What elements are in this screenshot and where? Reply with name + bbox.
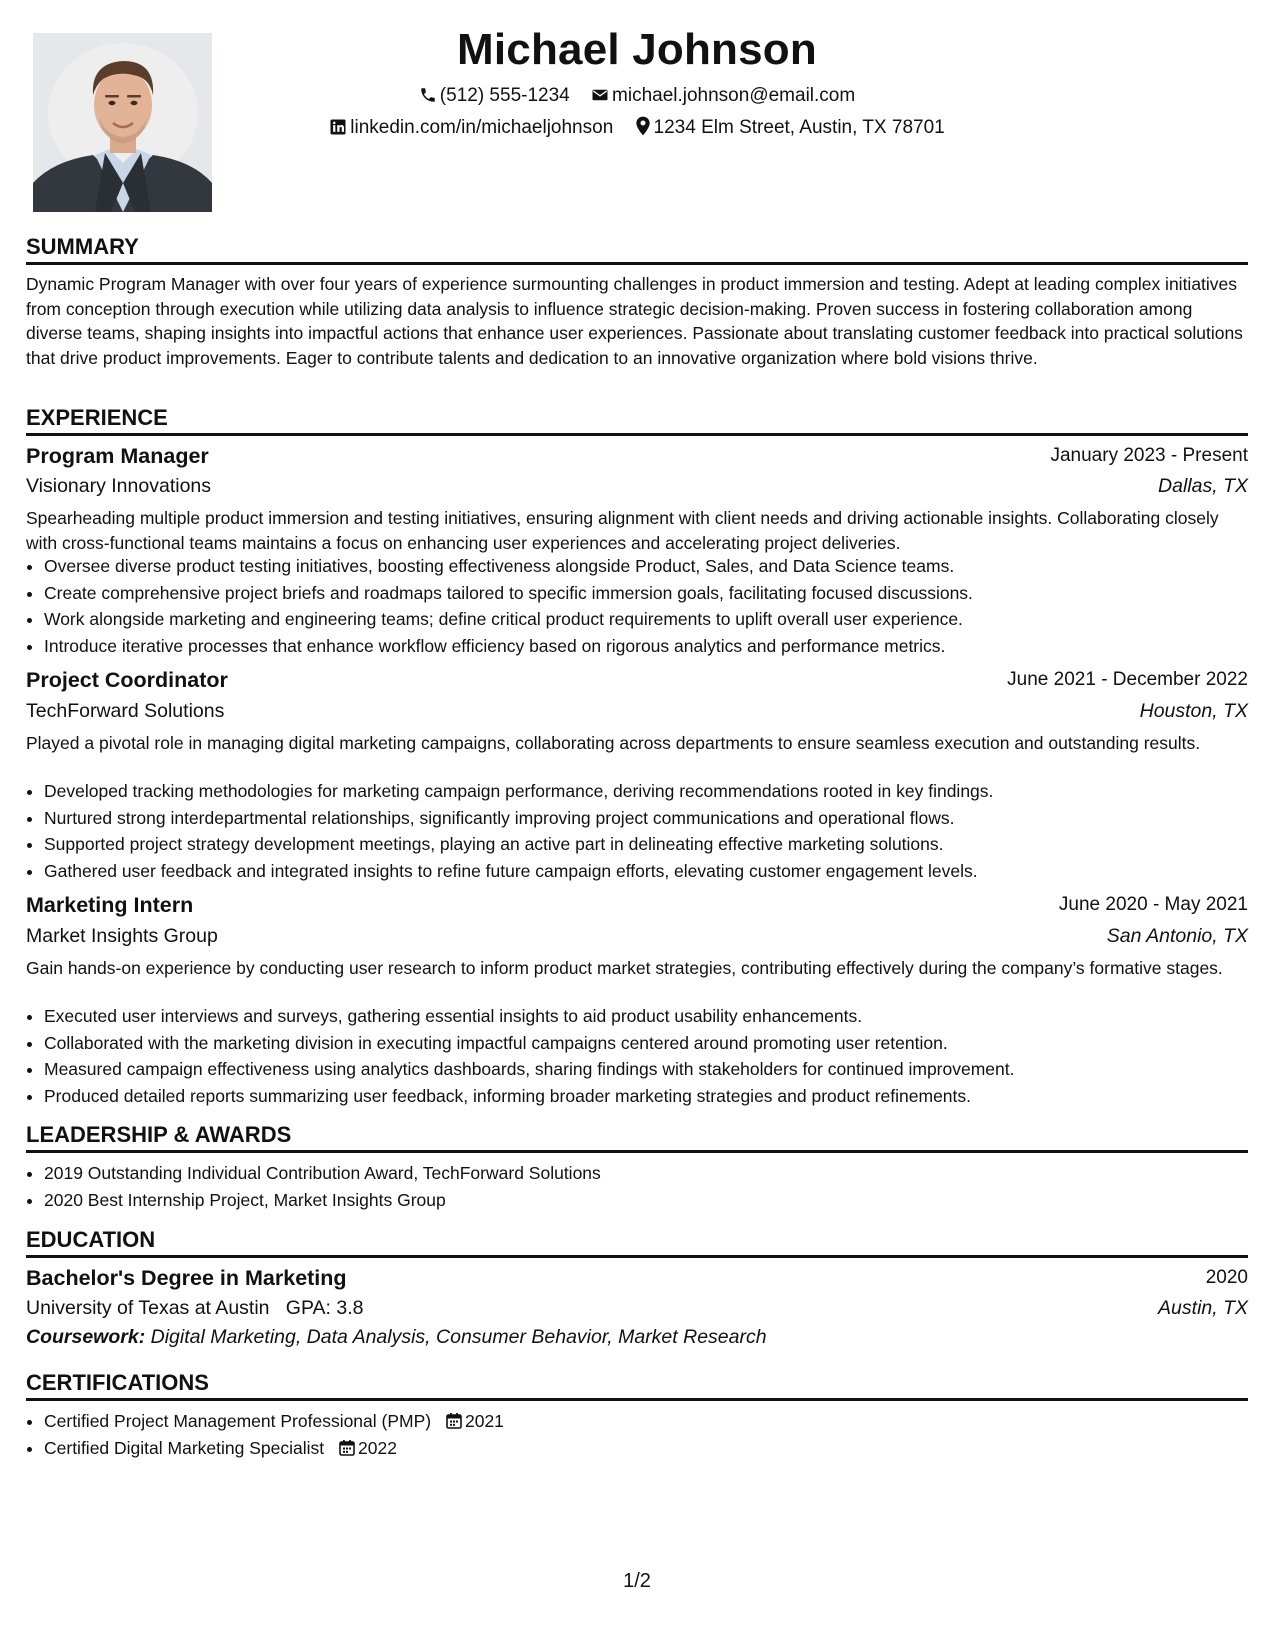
resume-page	[26, 0, 1248, 1650]
education-heading: EDUCATION	[26, 1226, 1248, 1258]
phone-number: (512) 555-1234	[439, 85, 570, 106]
leadership-list	[26, 1160, 1248, 1213]
job-company: TechForward Solutions	[26, 700, 225, 722]
list-item	[44, 1408, 1248, 1435]
certifications-list	[26, 1408, 1248, 1461]
email-contact[interactable]	[591, 80, 855, 112]
job-location: Houston, TX	[1139, 700, 1248, 722]
cert-name: Certified Project Management Professional (PMP)	[44, 1411, 432, 1431]
job-company: Visionary Innovations	[26, 475, 212, 497]
list-item: • Developed tracking methodologies for marketing campaign performance, deriving recommendations rooted in key findings.	[44, 778, 1248, 805]
summary-heading: SUMMARY	[26, 233, 1248, 265]
summary-text: Dynamic Program Manager with over four years of experience surmounting challenges in product immersion and testing. Adept at leading complex initiatives from conception through execution while utilizing data analysis to influence strategic decision-making. Proven success in fostering collaboration among diverse teams, shaping insights into impactful actions that enhance user experiences. Passionate about translating customer feedback into practical solutions that drive product improvements. Eager to contribute talents and dedication to an innovative organization where bold visions thrive.	[26, 274, 1243, 368]
list-item: • Nurtured strong interdepartmental relationships, significantly improving project communications and operational flows.	[44, 805, 1248, 832]
list-item	[44, 1435, 1248, 1462]
linkedin-url: linkedin.com/in/michaeljohnson	[350, 117, 614, 138]
contact-row-2	[26, 112, 1248, 144]
list-item: • 2019 Outstanding Individual Contribution Award, TechForward Solutions	[44, 1160, 1248, 1187]
resume-header	[26, 20, 1248, 144]
list-item: • Supported project strategy development meetings, playing an active part in delineating effective marketing solutions.	[44, 831, 1248, 858]
list-item: • Create comprehensive project briefs and roadmaps tailored to specific immersion goals, facilitating focused discussions.	[44, 580, 1248, 607]
job-title: Program Manager	[26, 444, 209, 468]
contact-row-1	[26, 80, 1248, 112]
envelope-icon	[591, 86, 609, 104]
linkedin-icon	[329, 118, 347, 136]
list-item: • Work alongside marketing and engineering teams; define critical product requirements to uplift overall user experience.	[44, 606, 1248, 633]
school-location: Austin, TX	[1158, 1297, 1248, 1319]
degree-title: Bachelor's Degree in Marketing	[26, 1266, 347, 1290]
coursework-label: Coursework:	[26, 1326, 146, 1348]
list-item: • Collaborated with the marketing division in executing impactful campaigns centered around promoting user retention.	[44, 1030, 1248, 1057]
job-dates: June 2021 - December 2022	[1007, 669, 1248, 690]
page-number: 1/2	[623, 1570, 651, 1592]
street-address: 1234 Elm Street, Austin, TX 78701	[653, 117, 945, 138]
cert-name: Certified Digital Marketing Specialist	[44, 1437, 325, 1458]
job-dates: January 2023 - Present	[1050, 445, 1248, 466]
job-bullets	[26, 778, 1248, 884]
cert-year: 2022	[358, 1437, 397, 1458]
list-item: • Oversee diverse product testing initiatives, boosting effectiveness alongside Product, Sales, and Data Science teams.	[44, 553, 1248, 580]
job-description: Gain hands-on experience by conducting user research to inform product market strategies, contributing effectively during the company’s formative stages.	[26, 958, 1223, 978]
list-item: • Executed user interviews and surveys, gathering essential insights to aid product usability enhancements.	[44, 1003, 1248, 1030]
list-item: • 2020 Best Internship Project, Market Insights Group	[44, 1187, 1248, 1214]
job-bullets	[26, 553, 1248, 659]
email-address: michael.johnson@email.com	[612, 85, 856, 106]
gpa: GPA: 3.8	[285, 1297, 364, 1319]
phone-icon	[419, 86, 437, 104]
candidate-name: Michael Johnson	[457, 25, 817, 74]
school-name: University of Texas at Austin	[26, 1297, 270, 1319]
job-location: Dallas, TX	[1158, 475, 1248, 497]
list-item: • Gathered user feedback and integrated insights to refine future campaign efforts, elevating customer engagement levels.	[44, 858, 1248, 885]
coursework-line	[26, 1323, 767, 1351]
address-contact	[635, 112, 945, 144]
list-item: • Produced detailed reports summarizing user feedback, informing broader marketing strategies and product refinements.	[44, 1083, 1248, 1110]
list-item: • Measured campaign effectiveness using analytics dashboards, sharing findings with stakeholders for continued improvement.	[44, 1056, 1248, 1083]
experience-heading: EXPERIENCE	[26, 404, 1248, 436]
job-title: Project Coordinator	[26, 668, 228, 692]
cert-year: 2021	[464, 1411, 504, 1431]
certifications-heading: CERTIFICATIONS	[26, 1369, 1248, 1401]
coursework-list: Digital Marketing, Data Analysis, Consumer Behavior, Market Research	[150, 1326, 767, 1348]
job-bullets	[26, 1003, 1248, 1109]
calendar-icon	[446, 1412, 462, 1429]
job-description: Spearheading multiple product immersion and testing initiatives, ensuring alignment with client needs and driving actionable insights. Collaborating closely with cross-functional teams maintains a focus on enhancing user experiences and accelerating project deliveries.	[26, 508, 1219, 553]
job-location: San Antonio, TX	[1106, 925, 1248, 947]
map-pin-icon	[635, 116, 651, 136]
list-item: • Introduce iterative processes that enhance workflow efficiency based on rigorous analytics and performance metrics.	[44, 633, 1248, 660]
school-line	[26, 1294, 363, 1322]
job-description: Played a pivotal role in managing digital marketing campaigns, collaborating across departments to ensure seamless execution and outstanding results.	[26, 733, 1201, 753]
calendar-icon	[339, 1439, 355, 1456]
job-company: Market Insights Group	[26, 925, 218, 947]
phone-contact	[419, 80, 570, 112]
job-title: Marketing Intern	[26, 893, 194, 917]
graduation-year: 2020	[1205, 1267, 1248, 1288]
leadership-heading: LEADERSHIP & AWARDS	[26, 1121, 1248, 1153]
job-dates: June 2020 - May 2021	[1058, 894, 1248, 915]
linkedin-contact[interactable]	[329, 112, 613, 144]
